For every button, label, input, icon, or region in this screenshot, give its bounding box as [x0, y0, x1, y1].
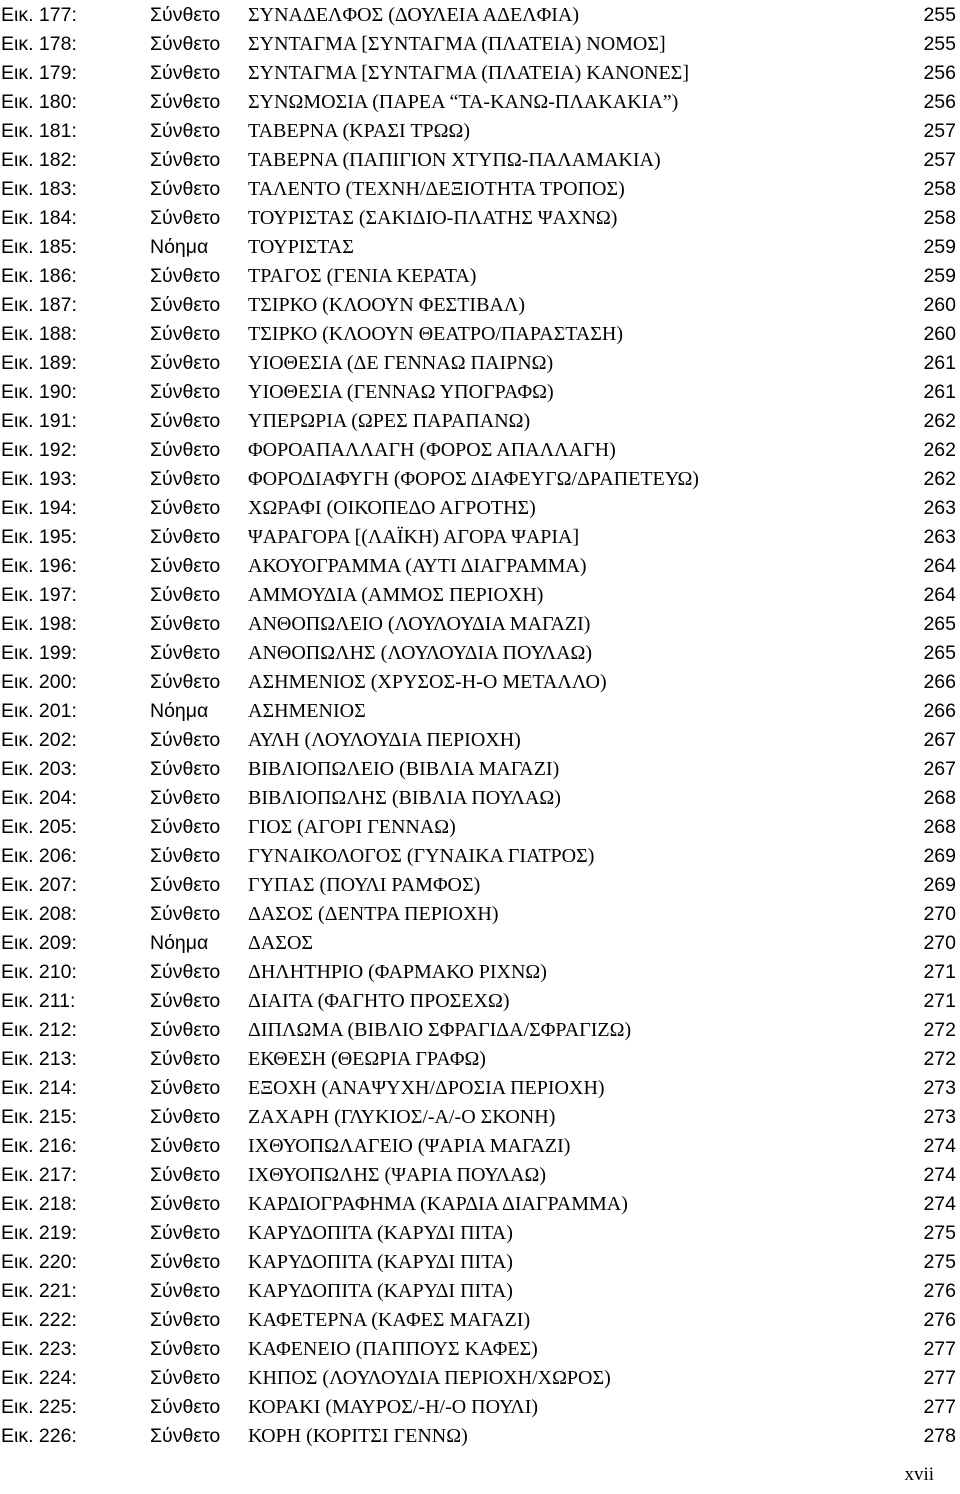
list-item [0, 755, 960, 784]
figure-label: Εικ. 214: [1, 1077, 77, 1099]
list-item [0, 1364, 960, 1393]
entry-title: ΕΞΟΧΗ (ΑΝΑΨΥΧΗ/ΔΡΟΣΙΑ ΠΕΡΙΟΧΗ) [248, 1077, 605, 1099]
list-item [0, 233, 960, 262]
figure-list [0, 1, 960, 1451]
entry-type: Σύνθετο [150, 1222, 221, 1244]
figure-label: Εικ. 187: [1, 294, 77, 316]
entry-type: Σύνθετο [150, 555, 221, 577]
figure-label: Εικ. 182: [1, 149, 77, 171]
entry-title: ΔΑΣΟΣ [248, 932, 314, 954]
entry-title: ΣΥΝΑΔΕΛΦΟΣ (ΔΟΥΛΕΙΑ ΑΔΕΛΦΙΑ) [248, 4, 580, 26]
entry-type: Σύνθετο [150, 1164, 221, 1186]
entry-type: Νόημα [150, 236, 209, 258]
figure-label: Εικ. 217: [1, 1164, 77, 1186]
entry-type: Σύνθετο [150, 1019, 221, 1041]
page-ref: 255 [923, 4, 956, 26]
list-item [0, 552, 960, 581]
list-item [0, 987, 960, 1016]
figure-label: Εικ. 223: [1, 1338, 77, 1360]
list-item [0, 523, 960, 552]
entry-type: Σύνθετο [150, 265, 221, 287]
entry-title: ΕΚΘΕΣΗ (ΘΕΩΡΙΑ ΓΡΑΦΩ) [248, 1048, 486, 1070]
entry-title: ΚΟΡΑΚΙ (ΜΑΥΡΟΣ/-Η/-Ο ΠΟΥΛΙ) [248, 1396, 539, 1418]
page-ref: 258 [923, 178, 956, 200]
entry-title: ΚΑΡΥΔΟΠΙΤΑ (ΚΑΡΥΔΙ ΠΙΤΑ) [248, 1251, 513, 1273]
page-ref: 255 [923, 33, 956, 55]
list-item [0, 204, 960, 233]
page-ref: 277 [923, 1338, 956, 1360]
entry-type: Σύνθετο [150, 1309, 221, 1331]
entry-title: ΓΙΟΣ (ΑΓΟΡΙ ΓΕΝΝΑΩ) [248, 816, 456, 838]
entry-title: ΚΟΡΗ (ΚΟΡΙΤΣΙ ΓΕΝΝΩ) [248, 1425, 468, 1447]
figure-label: Εικ. 194: [1, 497, 77, 519]
entry-type: Σύνθετο [150, 207, 221, 229]
list-item [0, 1248, 960, 1277]
figure-label: Εικ. 220: [1, 1251, 77, 1273]
figure-label: Εικ. 199: [1, 642, 77, 664]
entry-title: ΥΠΕΡΩΡΙΑ (ΩΡΕΣ ΠΑΡΑΠΑΝΩ) [248, 410, 531, 432]
figure-label: Εικ. 192: [1, 439, 77, 461]
page-ref: 275 [923, 1222, 956, 1244]
entry-type: Σύνθετο [150, 62, 221, 84]
entry-type: Σύνθετο [150, 729, 221, 751]
list-item [0, 1219, 960, 1248]
page-ref: 276 [923, 1309, 956, 1331]
figure-label: Εικ. 211: [1, 990, 76, 1012]
list-item [0, 1132, 960, 1161]
figure-label: Εικ. 191: [1, 410, 77, 432]
entry-type: Σύνθετο [150, 816, 221, 838]
list-item [0, 59, 960, 88]
entry-title: ΥΙΟΘΕΣΙΑ (ΔΕ ΓΕΝΝΑΩ ΠΑΙΡΝΩ) [248, 352, 554, 374]
entry-type: Σύνθετο [150, 1396, 221, 1418]
page-ref: 261 [923, 381, 956, 403]
page-number: xvii [904, 1464, 934, 1485]
page-ref: 256 [923, 62, 956, 84]
list-item [0, 639, 960, 668]
list-item [0, 378, 960, 407]
page-ref: 276 [923, 1280, 956, 1302]
list-item [0, 842, 960, 871]
entry-type: Σύνθετο [150, 642, 221, 664]
entry-title: ΒΙΒΛΙΟΠΩΛΗΣ (ΒΙΒΛΙΑ ΠΟΥΛΑΩ) [248, 787, 561, 809]
list-item [0, 1074, 960, 1103]
list-item [0, 1393, 960, 1422]
page-ref: 265 [923, 642, 956, 664]
entry-type: Νόημα [150, 700, 209, 722]
list-item [0, 1161, 960, 1190]
page-ref: 262 [923, 410, 956, 432]
figure-label: Εικ. 226: [1, 1425, 77, 1447]
list-item [0, 1103, 960, 1132]
entry-type: Σύνθετο [150, 961, 221, 983]
entry-type: Σύνθετο [150, 468, 221, 490]
page-ref: 257 [923, 120, 956, 142]
page-ref: 277 [923, 1396, 956, 1418]
entry-title: ΑΣΗΜΕΝΙΟΣ (ΧΡΥΣΟΣ-Η-Ο ΜΕΤΑΛΛΟ) [248, 671, 607, 693]
list-item [0, 871, 960, 900]
list-item [0, 1422, 960, 1451]
list-item [0, 784, 960, 813]
list-item [0, 1277, 960, 1306]
list-item [0, 407, 960, 436]
page-ref: 266 [923, 700, 956, 722]
entry-type: Σύνθετο [150, 903, 221, 925]
figure-label: Εικ. 195: [1, 526, 77, 548]
list-item [0, 900, 960, 929]
entry-type: Σύνθετο [150, 874, 221, 896]
figure-label: Εικ. 215: [1, 1106, 77, 1128]
entry-title: ΚΑΡΥΔΟΠΙΤΑ (ΚΑΡΥΔΙ ΠΙΤΑ) [248, 1222, 513, 1244]
entry-title: ΓΥΝΑΙΚΟΛΟΓΟΣ (ΓΥΝΑΙΚΑ ΓΙΑΤΡΟΣ) [248, 845, 595, 867]
entry-title: ΤΣΙΡΚΟ (ΚΛΟΟΥΝ ΘΕΑΤΡΟ/ΠΑΡΑΣΤΑΣΗ) [248, 323, 624, 345]
page-ref: 274 [923, 1164, 956, 1186]
page-ref: 258 [923, 207, 956, 229]
entry-type: Σύνθετο [150, 120, 221, 142]
list-item [0, 1, 960, 30]
entry-type: Σύνθετο [150, 1251, 221, 1273]
page-ref: 263 [923, 526, 956, 548]
list-item [0, 117, 960, 146]
entry-type: Σύνθετο [150, 497, 221, 519]
entry-type: Σύνθετο [150, 352, 221, 374]
entry-title: ΚΑΦΕΤΕΡΝΑ (ΚΑΦΕΣ ΜΑΓΑΖΙ) [248, 1309, 531, 1331]
entry-title: ΤΑΛΕΝΤΟ (ΤΕΧΝΗ/ΔΕΞΙΟΤΗΤΑ ΤΡΟΠΟΣ) [248, 178, 625, 200]
figure-label: Εικ. 184: [1, 207, 77, 229]
page-ref: 271 [923, 990, 956, 1012]
entry-type: Σύνθετο [150, 1280, 221, 1302]
entry-type: Σύνθετο [150, 381, 221, 403]
page-ref: 262 [923, 439, 956, 461]
figure-label: Εικ. 207: [1, 874, 77, 896]
list-item [0, 958, 960, 987]
page-ref: 256 [923, 91, 956, 113]
figure-label: Εικ. 198: [1, 613, 77, 635]
entry-title: ΤΑΒΕΡΝΑ (ΠΑΠΙΓΙΟΝ ΧΤΥΠΩ-ΠΑΛΑΜΑΚΙΑ) [248, 149, 661, 171]
list-item [0, 668, 960, 697]
entry-title: ΔΙΠΛΩΜΑ (ΒΙΒΛΙΟ ΣΦΡΑΓΙΔΑ/ΣΦΡΑΓΙΖΩ) [248, 1019, 632, 1041]
list-item [0, 697, 960, 726]
entry-type: Σύνθετο [150, 1135, 221, 1157]
page-ref: 270 [923, 903, 956, 925]
entry-type: Σύνθετο [150, 758, 221, 780]
figure-label: Εικ. 201: [1, 700, 77, 722]
entry-type: Σύνθετο [150, 1367, 221, 1389]
figure-label: Εικ. 204: [1, 787, 77, 809]
page-ref: 261 [923, 352, 956, 374]
figure-label: Εικ. 178: [1, 33, 77, 55]
figure-label: Εικ. 190: [1, 381, 77, 403]
figure-label: Εικ. 183: [1, 178, 77, 200]
list-item [0, 349, 960, 378]
figure-label: Εικ. 177: [1, 4, 77, 26]
entry-type: Σύνθετο [150, 149, 221, 171]
entry-title: ΦΟΡΟΑΠΑΛΛΑΓΗ (ΦΟΡΟΣ ΑΠΑΛΛΑΓΗ) [248, 439, 616, 461]
entry-title: ΚΑΡΥΔΟΠΙΤΑ (ΚΑΡΥΔΙ ΠΙΤΑ) [248, 1280, 513, 1302]
entry-title: ΤΟΥΡΙΣΤΑΣ [248, 236, 354, 258]
entry-type: Σύνθετο [150, 294, 221, 316]
list-item [0, 175, 960, 204]
page-ref: 269 [923, 845, 956, 867]
list-item [0, 436, 960, 465]
entry-title: ΚΗΠΟΣ (ΛΟΥΛΟΥΔΙΑ ΠΕΡΙΟΧΗ/ΧΩΡΟΣ) [248, 1367, 611, 1389]
figure-label: Εικ. 200: [1, 671, 77, 693]
page-ref: 274 [923, 1135, 956, 1157]
list-item [0, 610, 960, 639]
page-ref: 262 [923, 468, 956, 490]
entry-title: ΥΙΟΘΕΣΙΑ (ΓΕΝΝΑΩ ΥΠΟΓΡΑΦΩ) [248, 381, 554, 403]
figure-label: Εικ. 212: [1, 1019, 77, 1041]
entry-type: Σύνθετο [150, 33, 221, 55]
entry-type: Σύνθετο [150, 1077, 221, 1099]
figure-label: Εικ. 193: [1, 468, 77, 490]
entry-type: Σύνθετο [150, 1338, 221, 1360]
figure-label: Εικ. 206: [1, 845, 77, 867]
entry-title: ΑΜΜΟΥΔΙΑ (ΑΜΜΟΣ ΠΕΡΙΟΧΗ) [248, 584, 544, 606]
page-ref: 271 [923, 961, 956, 983]
list-item [0, 320, 960, 349]
entry-title: ΤΣΙΡΚΟ (ΚΛΟΟΥΝ ΦΕΣΤΙΒΑΛ) [248, 294, 526, 316]
figure-label: Εικ. 219: [1, 1222, 77, 1244]
list-item [0, 581, 960, 610]
figure-label: Εικ. 213: [1, 1048, 77, 1070]
figure-label: Εικ. 188: [1, 323, 77, 345]
figure-label: Εικ. 221: [1, 1280, 77, 1302]
list-item [0, 465, 960, 494]
entry-type: Σύνθετο [150, 178, 221, 200]
figure-label: Εικ. 181: [1, 120, 77, 142]
page-ref: 272 [923, 1048, 956, 1070]
entry-title: ΔΑΣΟΣ (ΔΕΝΤΡΑ ΠΕΡΙΟΧΗ) [248, 903, 499, 925]
list-item [0, 1306, 960, 1335]
entry-title: ΔΙΑΙΤΑ (ΦΑΓΗΤΟ ΠΡΟΣΕΧΩ) [248, 990, 510, 1012]
figure-label: Εικ. 209: [1, 932, 77, 954]
entry-title: ΔΗΛΗΤΗΡΙΟ (ΦΑΡΜΑΚΟ ΡΙΧΝΩ) [248, 961, 547, 983]
entry-title: ΑΚΟΥΟΓΡΑΜΜΑ (ΑΥΤΙ ΔΙΑΓΡΑΜΜΑ) [248, 555, 587, 577]
figure-label: Εικ. 225: [1, 1396, 77, 1418]
entry-type: Σύνθετο [150, 410, 221, 432]
entry-type: Σύνθετο [150, 323, 221, 345]
page-ref: 260 [923, 294, 956, 316]
page-ref: 268 [923, 816, 956, 838]
entry-title: ΒΙΒΛΙΟΠΩΛΕΙΟ (ΒΙΒΛΙΑ ΜΑΓΑΖΙ) [248, 758, 560, 780]
page-ref: 259 [923, 265, 956, 287]
figure-label: Εικ. 186: [1, 265, 77, 287]
entry-type: Σύνθετο [150, 1048, 221, 1070]
page-ref: 259 [923, 236, 956, 258]
entry-title: ΣΥΝΤΑΓΜΑ [ΣΥΝΤΑΓΜΑ (ΠΛΑΤΕΙΑ) ΚΑΝΟΝΕΣ] [248, 62, 689, 84]
page-ref: 266 [923, 671, 956, 693]
page-ref: 267 [923, 729, 956, 751]
figure-label: Εικ. 196: [1, 555, 77, 577]
entry-type: Σύνθετο [150, 91, 221, 113]
entry-title: ΨΑΡΑΓΟΡΑ [(ΛΑΪΚΗ) ΑΓΟΡΑ ΨΑΡΙΑ] [248, 526, 580, 548]
list-item [0, 929, 960, 958]
entry-title: ΚΑΡΔΙΟΓΡΑΦΗΜΑ (ΚΑΡΔΙΑ ΔΙΑΓΡΑΜΜΑ) [248, 1193, 628, 1215]
list-item [0, 494, 960, 523]
entry-type: Σύνθετο [150, 990, 221, 1012]
page-ref: 257 [923, 149, 956, 171]
figure-label: Εικ. 197: [1, 584, 77, 606]
entry-type: Σύνθετο [150, 584, 221, 606]
page-ref: 264 [923, 555, 956, 577]
entry-type: Σύνθετο [150, 787, 221, 809]
figure-label: Εικ. 179: [1, 62, 77, 84]
entry-title: ΣΥΝΤΑΓΜΑ [ΣΥΝΤΑΓΜΑ (ΠΛΑΤΕΙΑ) ΝΟΜΟΣ] [248, 33, 666, 55]
figure-label: Εικ. 203: [1, 758, 77, 780]
page-ref: 273 [923, 1077, 956, 1099]
list-item [0, 30, 960, 59]
entry-type: Σύνθετο [150, 4, 221, 26]
entry-title: ΚΑΦΕΝΕΙΟ (ΠΑΠΠΟΥΣ ΚΑΦΕΣ) [248, 1338, 538, 1360]
page-ref: 270 [923, 932, 956, 954]
list-item [0, 262, 960, 291]
figure-label: Εικ. 189: [1, 352, 77, 374]
list-item [0, 88, 960, 117]
entry-title: ΑΝΘΟΠΩΛΕΙΟ (ΛΟΥΛΟΥΔΙΑ ΜΑΓΑΖΙ) [248, 613, 591, 635]
entry-title: ΓΥΠΑΣ (ΠΟΥΛΙ ΡΑΜΦΟΣ) [248, 874, 481, 896]
entry-title: ΑΝΘΟΠΩΛΗΣ (ΛΟΥΛΟΥΔΙΑ ΠΟΥΛΑΩ) [248, 642, 593, 664]
entry-type: Σύνθετο [150, 1425, 221, 1447]
page-ref: 274 [923, 1193, 956, 1215]
entry-title: ΙΧΘΥΟΠΩΛΗΣ (ΨΑΡΙΑ ΠΟΥΛΑΩ) [248, 1164, 547, 1186]
entry-type: Σύνθετο [150, 526, 221, 548]
entry-type: Σύνθετο [150, 671, 221, 693]
figure-label: Εικ. 180: [1, 91, 77, 113]
page-ref: 269 [923, 874, 956, 896]
entry-title: ΧΩΡΑΦΙ (ΟΙΚΟΠΕΔΟ ΑΓΡΟΤΗΣ) [248, 497, 536, 519]
figure-label: Εικ. 205: [1, 816, 77, 838]
figure-label: Εικ. 216: [1, 1135, 77, 1157]
entry-title: ΤΑΒΕΡΝΑ (ΚΡΑΣΙ ΤΡΩΩ) [248, 120, 471, 142]
list-item [0, 813, 960, 842]
page-ref: 267 [923, 758, 956, 780]
entry-title: ΖΑΧΑΡΗ (ΓΛΥΚΙΟΣ/-Α/-Ο ΣΚΟΝΗ) [248, 1106, 556, 1128]
page-ref: 264 [923, 584, 956, 606]
page-ref: 273 [923, 1106, 956, 1128]
entry-title: ΦΟΡΟΔΙΑΦΥΓΗ (ΦΟΡΟΣ ΔΙΑΦΕΥΓΩ/ΔΡΑΠΕΤΕΥΩ) [248, 468, 699, 490]
figure-label: Εικ. 185: [1, 236, 77, 258]
page-ref: 277 [923, 1367, 956, 1389]
figure-label: Εικ. 222: [1, 1309, 77, 1331]
entry-title: ΤΟΥΡΙΣΤΑΣ (ΣΑΚΙΔΙΟ-ΠΛΑΤΗΣ ΨΑΧΝΩ) [248, 207, 618, 229]
page-ref: 275 [923, 1251, 956, 1273]
figure-label: Εικ. 208: [1, 903, 77, 925]
list-item [0, 1190, 960, 1219]
entry-type: Νόημα [150, 932, 209, 954]
entry-title: ΑΥΛΗ (ΛΟΥΛΟΥΔΙΑ ΠΕΡΙΟΧΗ) [248, 729, 521, 751]
page-ref: 260 [923, 323, 956, 345]
list-item [0, 1045, 960, 1074]
list-item [0, 1335, 960, 1364]
page-ref: 263 [923, 497, 956, 519]
figure-label: Εικ. 210: [1, 961, 77, 983]
entry-title: ΣΥΝΩΜΟΣΙΑ (ΠΑΡΕΑ “ΤΑ-ΚΑΝΩ-ΠΛΑΚΑΚΙΑ”) [248, 91, 679, 113]
page-ref: 268 [923, 787, 956, 809]
page-ref: 272 [923, 1019, 956, 1041]
entry-title: ΙΧΘΥΟΠΩΛΑΓΕΙΟ (ΨΑΡΙΑ ΜΑΓΑΖΙ) [248, 1135, 571, 1157]
entry-type: Σύνθετο [150, 439, 221, 461]
entry-type: Σύνθετο [150, 1193, 221, 1215]
figure-label: Εικ. 202: [1, 729, 77, 751]
entry-type: Σύνθετο [150, 1106, 221, 1128]
list-item [0, 146, 960, 175]
list-item [0, 291, 960, 320]
page-ref: 265 [923, 613, 956, 635]
list-item [0, 726, 960, 755]
figure-label: Εικ. 224: [1, 1367, 77, 1389]
entry-title: ΤΡΑΓΟΣ (ΓΕΝΙΑ ΚΕΡΑΤΑ) [248, 265, 477, 287]
page-ref: 278 [923, 1425, 956, 1447]
list-item [0, 1016, 960, 1045]
entry-type: Σύνθετο [150, 845, 221, 867]
entry-title: ΑΣΗΜΕΝΙΟΣ [248, 700, 366, 722]
entry-type: Σύνθετο [150, 613, 221, 635]
figure-label: Εικ. 218: [1, 1193, 77, 1215]
